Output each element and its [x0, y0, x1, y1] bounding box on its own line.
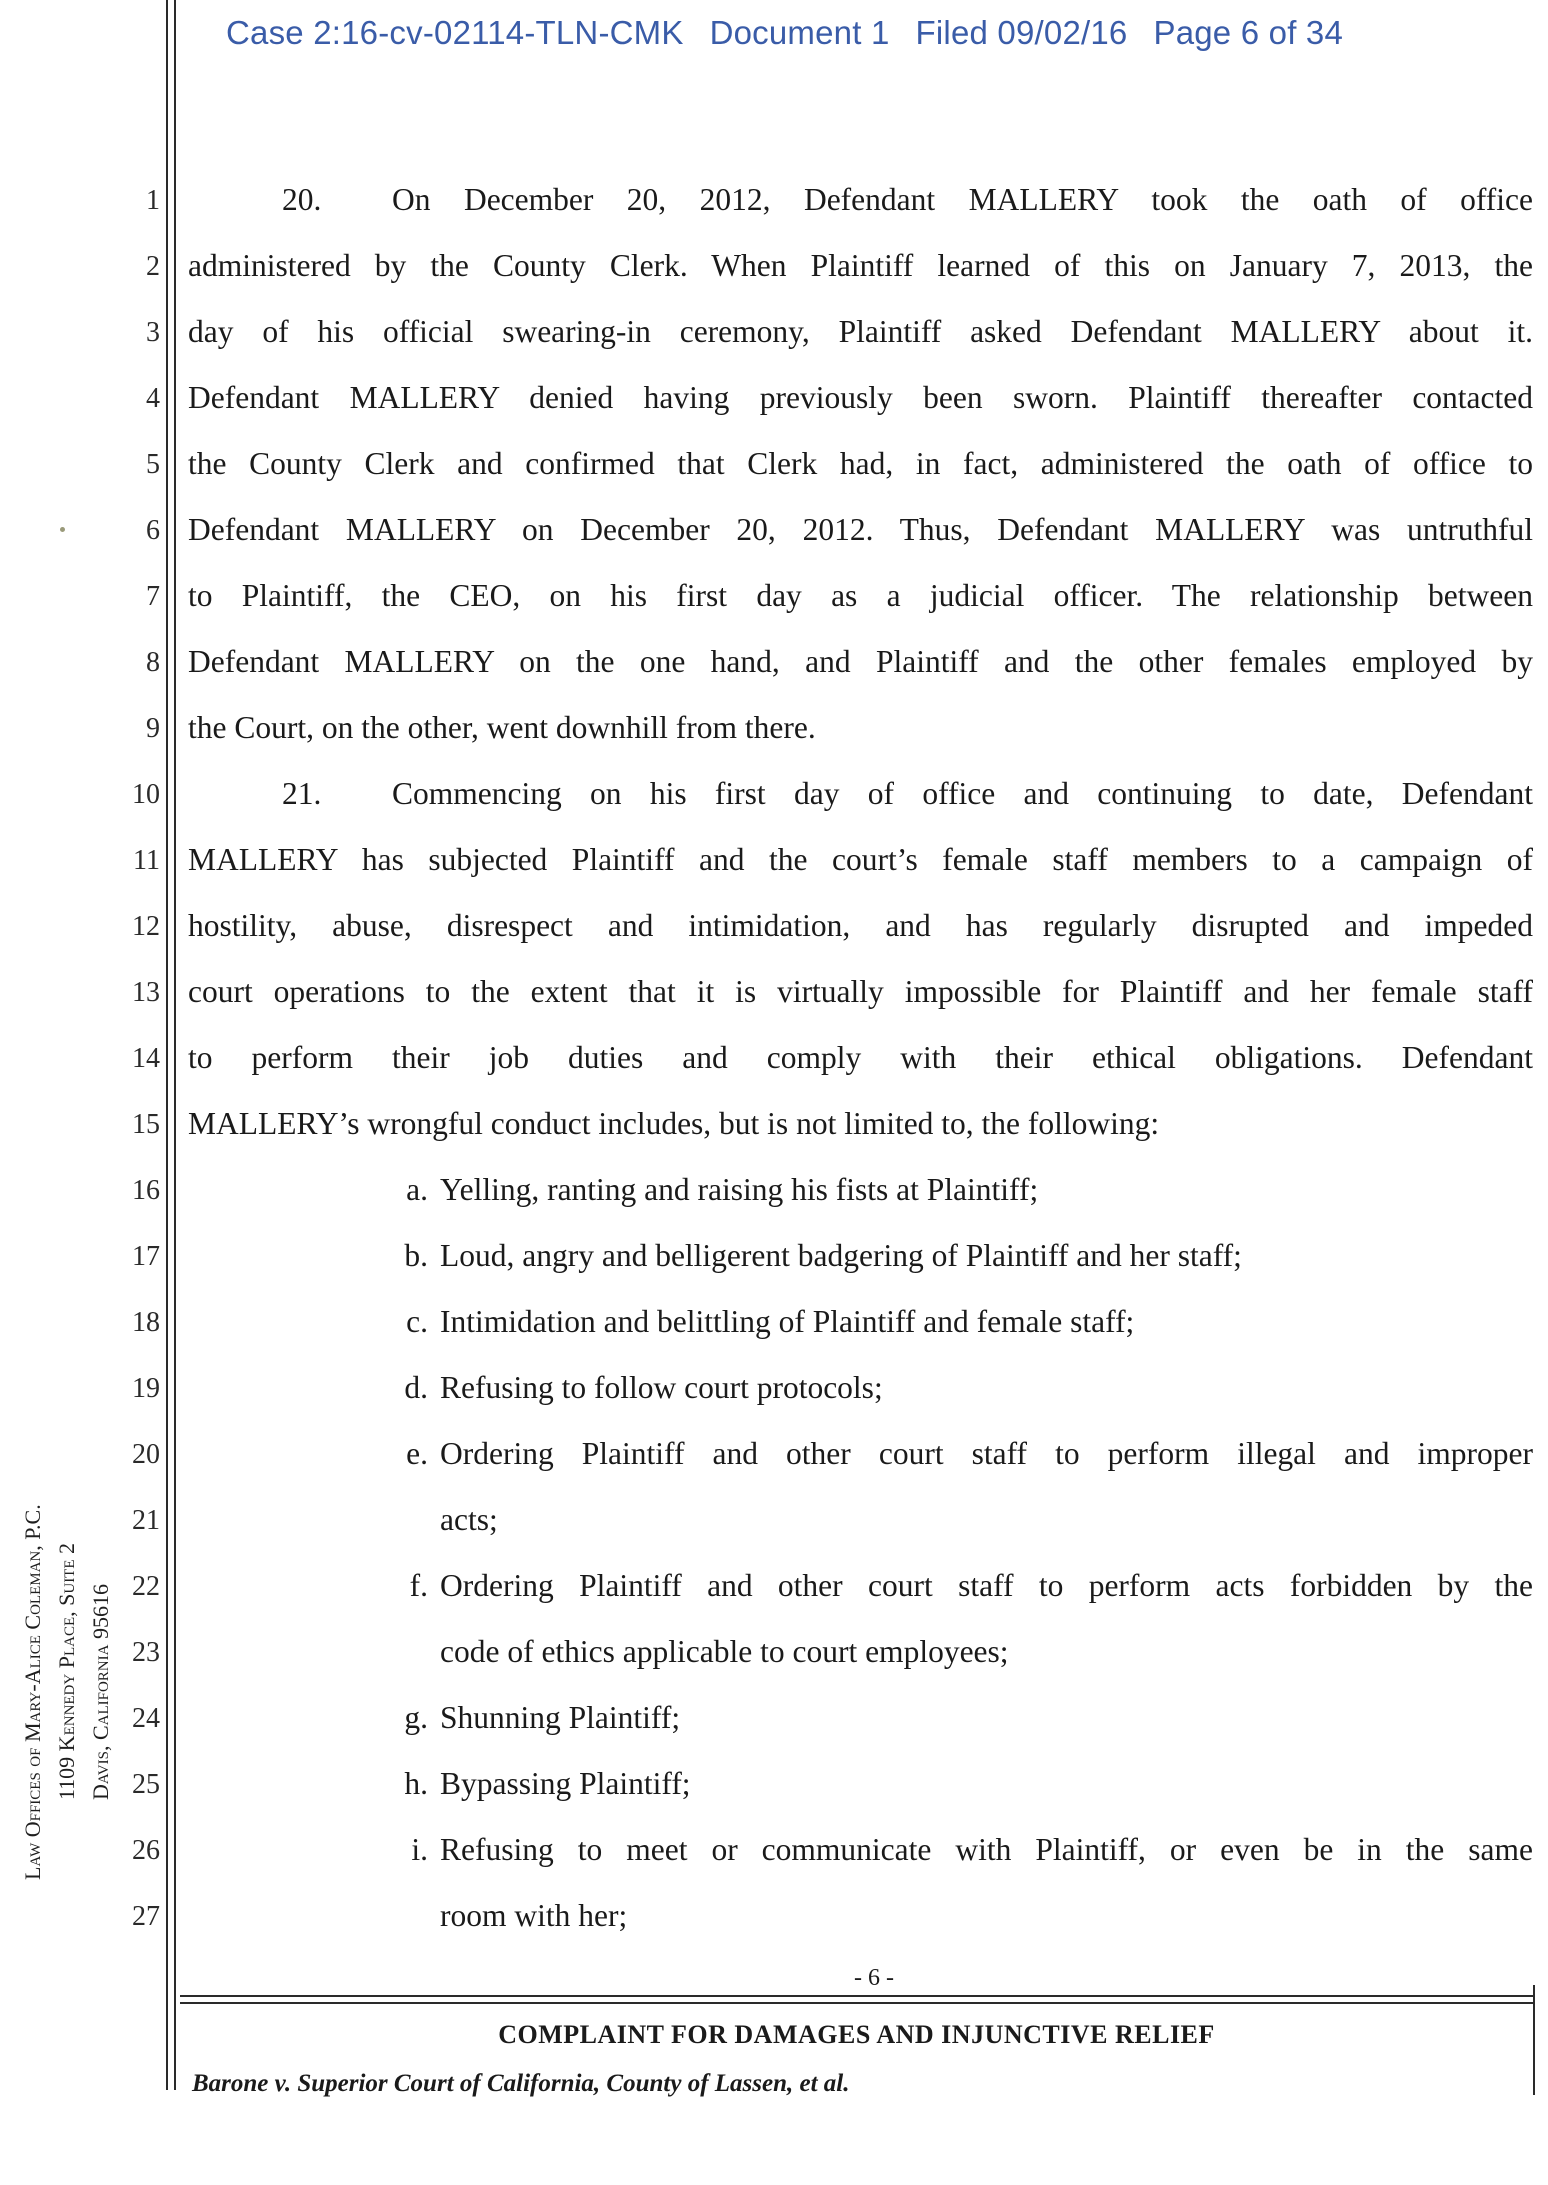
line-number: 13	[132, 977, 160, 1008]
law-office-city: Davis, California 95616	[88, 1584, 113, 1800]
line-number: 15	[132, 1109, 160, 1140]
filed-date: Filed 09/02/16	[915, 14, 1128, 51]
document-number: Document 1	[709, 14, 890, 51]
list-item-text: Shunning Plaintiff;	[440, 1700, 681, 1735]
line-number: 7	[146, 581, 160, 612]
line-number: 6	[146, 515, 160, 546]
line-number: 26	[132, 1835, 160, 1866]
paragraph-text: Commencing on his first day of office and continuing to date, Defendant	[392, 776, 1533, 811]
line-number: 3	[146, 317, 160, 348]
list-item-label: h.	[404, 1766, 428, 1801]
paragraph-number: 20.	[282, 182, 322, 217]
case-caption: Barone v. Superior Court of California, County of Lassen, et al.	[192, 2070, 850, 2097]
line-number: 27	[132, 1901, 160, 1932]
paragraph-20-line: administered by the County Clerk. When Plaintiff learned of this on January 7, 2013, the	[188, 248, 1533, 283]
footer-rule	[180, 1995, 1533, 1997]
list-item-label: c.	[406, 1304, 428, 1339]
list-item-text: Ordering Plaintiff and other court staff to perform acts forbidden by the	[440, 1568, 1533, 1603]
line-number: 5	[146, 449, 160, 480]
line-number: 18	[132, 1307, 160, 1338]
right-footer-rule	[1533, 1985, 1535, 2095]
list-item-text: code of ethics applicable to court employees;	[440, 1634, 1009, 1669]
list-item-label: f.	[409, 1568, 428, 1603]
line-number: 23	[132, 1637, 160, 1668]
list-item-text: Ordering Plaintiff and other court staff to perform illegal and improper	[440, 1436, 1533, 1471]
line-number: 10	[132, 779, 160, 810]
paragraph-21-line: MALLERY’s wrongful conduct includes, but is not limited to, the following:	[188, 1106, 1160, 1141]
list-item-label: g.	[404, 1700, 428, 1735]
line-number: 2	[146, 251, 160, 282]
left-margin-rule	[166, 0, 168, 2090]
line-number: 8	[146, 647, 160, 678]
line-number: 14	[132, 1043, 160, 1074]
line-number: 21	[132, 1505, 160, 1536]
case-number: Case 2:16-cv-02114-TLN-CMK	[226, 14, 684, 51]
line-number: 22	[132, 1571, 160, 1602]
footer-rule-inner	[180, 2002, 1533, 2004]
law-office-name: Law Offices of Mary-Alice Coleman, P.C.	[20, 1504, 45, 1880]
list-item-label: e.	[406, 1436, 428, 1471]
list-item-text: Bypassing Plaintiff;	[440, 1766, 691, 1801]
list-item-text: room with her;	[440, 1898, 628, 1933]
line-number: 9	[146, 713, 160, 744]
paragraph-20-line: Defendant MALLERY denied having previously been sworn. Plaintiff thereafter contacted	[188, 380, 1533, 415]
paragraph-20-line: the County Clerk and confirmed that Clerk had, in fact, administered the oath of office to	[188, 446, 1533, 481]
paragraph-number: 21.	[282, 776, 322, 811]
list-item-text: acts;	[440, 1502, 498, 1537]
line-number: 17	[132, 1241, 160, 1272]
paragraph-21-line: hostility, abuse, disrespect and intimidation, and has regularly disrupted and impeded	[188, 908, 1533, 943]
list-item-text: Intimidation and belittling of Plaintiff and female staff;	[440, 1304, 1135, 1339]
paragraph-20-line: the Court, on the other, went downhill from there.	[188, 710, 816, 745]
line-number: 4	[146, 383, 160, 414]
document-title: COMPLAINT FOR DAMAGES AND INJUNCTIVE RELIEF	[498, 2020, 1215, 2049]
paragraph-20-line: day of his official swearing-in ceremony, Plaintiff asked Defendant MALLERY about it.	[188, 314, 1533, 349]
law-office-street: 1109 Kennedy Place, Suite 2	[54, 1542, 79, 1800]
list-item-label: b.	[404, 1238, 428, 1273]
paragraph-text: On December 20, 2012, Defendant MALLERY took the oath of office	[392, 182, 1533, 217]
page-indicator: Page 6 of 34	[1153, 14, 1344, 51]
scan-speck	[60, 527, 65, 532]
line-number: 12	[132, 911, 160, 942]
list-item-text: Refusing to follow court protocols;	[440, 1370, 883, 1405]
line-number: 16	[132, 1175, 160, 1206]
page-number: - 6 -	[854, 1965, 894, 1991]
paragraph-21-line: MALLERY has subjected Plaintiff and the court’s female staff members to a campaign of	[188, 842, 1533, 877]
paragraph-21-line	[188, 778, 1533, 810]
line-number: 1	[146, 185, 160, 216]
list-item-label: i.	[411, 1832, 428, 1867]
list-item-label: d.	[404, 1370, 428, 1405]
line-number: 19	[132, 1373, 160, 1404]
paragraph-21-line: to perform their job duties and comply with their ethical obligations. Defendant	[188, 1040, 1533, 1075]
line-number: 25	[132, 1769, 160, 1800]
line-number: 11	[133, 845, 160, 876]
list-item-text: Refusing to meet or communicate with Plaintiff, or even be in the same	[440, 1832, 1533, 1867]
paragraph-20-line	[188, 184, 1533, 216]
line-number: 20	[132, 1439, 160, 1470]
line-number: 24	[132, 1703, 160, 1734]
paragraph-20-line: Defendant MALLERY on the one hand, and Plaintiff and the other females employed by	[188, 644, 1533, 679]
paragraph-20-line: Defendant MALLERY on December 20, 2012. Thus, Defendant MALLERY was untruthful	[188, 512, 1533, 547]
list-item-label: a.	[406, 1172, 428, 1207]
paragraph-20-line: to Plaintiff, the CEO, on his first day as a judicial officer. The relationship between	[188, 578, 1533, 613]
paragraph-21-line: court operations to the extent that it is virtually impossible for Plaintiff and her female staff	[188, 974, 1533, 1009]
list-item-text: Yelling, ranting and raising his fists at Plaintiff;	[440, 1172, 1039, 1207]
left-margin-rule-inner	[174, 0, 176, 2090]
list-item-text: Loud, angry and belligerent badgering of Plaintiff and her staff;	[440, 1238, 1242, 1273]
filing-stamp	[226, 14, 1369, 52]
